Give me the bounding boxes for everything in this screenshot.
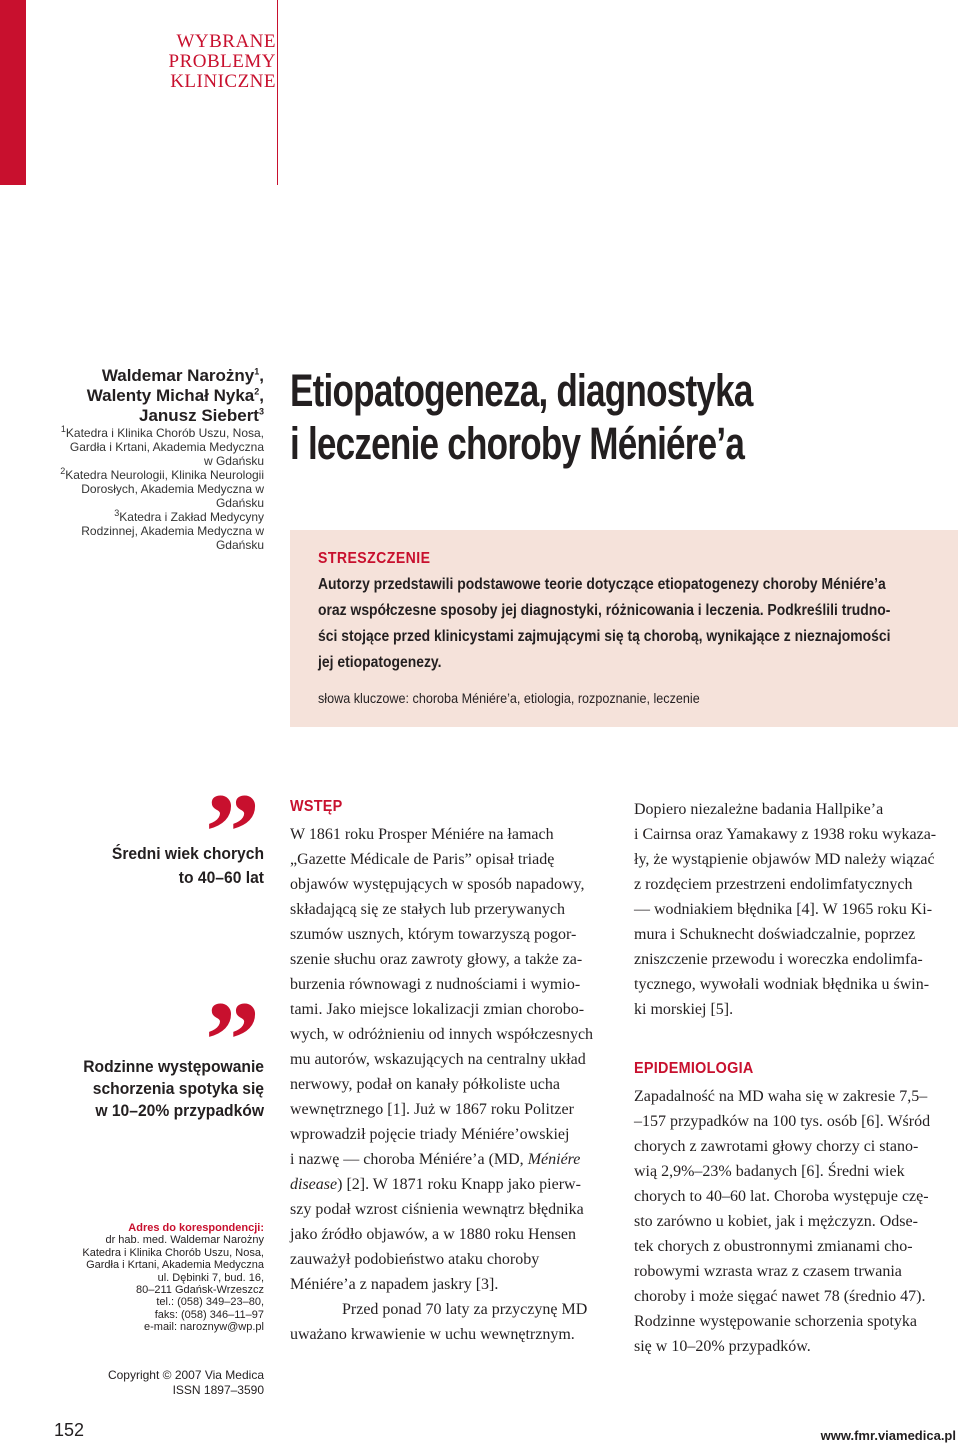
body-line: sto zarówno u kobiet, jak i mężczyzn. Odse- [634,1213,918,1230]
correspondence-line: ul. Dębinki 7, bud. 16, [157,1271,264,1284]
pull-quote-line: Rodzinne występowanie [83,1057,264,1076]
body-line: szenie słuchu oraz zawroty głowy, a także za- [290,951,583,968]
pull-quote-line: schorzenia spotyka się [92,1079,264,1098]
body-column-1 [290,822,614,1347]
author-sup: 3 [258,406,264,417]
body-line: chorych z zawrotami głowy chorzy ci stano- [634,1138,919,1155]
section-label-line: PROBLEMY [168,51,276,72]
abstract-line: ści stojące przed klinicystami zajmującymi się tą chorobą, wynikające z nieznajomości [318,628,891,645]
page-number: 152 [54,1420,85,1440]
body-line: się w 10–20% przypadków. [634,1338,811,1355]
body-line: robowymi wzrasta wraz z czasem trwania [634,1263,902,1280]
pull-quote-line: Średni wiek chorych [111,844,264,863]
author-block [60,366,264,552]
section-label [150,32,276,92]
copyright-line: Copyright © 2007 Via Medica [107,1368,264,1382]
body-line: Zapadalność na MD waha się w zakresie 7,5– [634,1088,928,1105]
body-line: –157 przypadków na 100 tys. osób [6]. Wśród [634,1113,931,1130]
website-link[interactable]: www.fmr.viamedica.pl [820,1428,956,1443]
body-line: Rodzinne występowanie schorzenia spotyka [634,1313,918,1330]
correspondence-line: Katedra i Klinika Chorób Uszu, Nosa, [82,1246,264,1259]
body-line: wewnętrznego [1]. Już w 1867 roku Politzer [290,1101,574,1118]
correspondence-line: tel.: (058) 349–23–80, [156,1296,264,1309]
body-line: wprowadził pojęcie triady Méniére’owskiej [290,1126,570,1143]
body-line: szumów usznych, którym towarzyszą pogor- [290,926,577,943]
affiliation [60,468,264,510]
affiliation-sup: 2 [60,466,66,476]
affiliation-text: Katedra i Zakład Medycyny Rodzinnej, Akademia Medyczna w Gdańsku [81,510,264,552]
section-divider-line [277,0,278,185]
body-line: Dopiero niezależne badania Hallpike’a [634,801,884,818]
abstract-line: jej etiopatogenezy. [318,654,442,671]
correspondence-line: dr hab. med. Waldemar Narożny [105,1234,264,1247]
copyright [40,1368,264,1398]
keywords: słowa kluczowe: choroba Méniére’a, etiologia, rozpoznanie, leczenie [318,690,700,706]
abstract-heading: STRESZCZENIE [318,550,431,567]
affiliation-text: Katedra i Klinika Chorób Uszu, Nosa, Gardła i Krtani, Akademia Medyczna w Gdańsku [65,426,264,468]
body-line: tycznego, wywołali wodniak błędnika u świn- [634,976,930,993]
pull-quote-line: w 10–20% przypadków [95,1101,264,1120]
body-line: choroby i może sięgać nawet 78 (średnio 47). [634,1288,926,1305]
body-line: jako źródło objawów, a w 1880 roku Hensen [290,1226,577,1243]
body-line: „Gazette Médicale de Paris” opisał triadę [290,851,555,868]
abstract-line: oraz współczesne sposoby jej diagnostyki, różnicowania i leczenia. Podkreślili trudno- [318,602,891,619]
body-text: ) [2]. W 1871 roku Knapp jako pierw- [337,1176,581,1193]
affiliation-sup: 1 [60,424,66,434]
title-line: i leczenie choroby Méniére’a [290,418,745,469]
author-name-text: Janusz Siebert [138,406,259,425]
body-line: wią 2,9%–23% badanych [6]. Średni wiek [634,1163,905,1180]
abstract-line: Autorzy przedstawili podstawowe teorie dotyczące etiopatogenezy choroby Méniére’a [318,576,886,593]
pull-quote-line: to 40–60 lat [178,868,264,887]
body-text: i nazwę — choroba Méniére’a (MD, [290,1151,528,1168]
body-line: mura i Schuknecht doświadczalnie, poprzez [634,926,916,943]
body-line: tami. Jako miejsce lokalizacji zmian chorobo- [290,1001,585,1018]
body-line: tek chorych z obustronnymi zmianami cho- [634,1238,913,1255]
correspondence-address [40,1222,264,1334]
body-line: ki morskiej [5]. [634,1001,734,1018]
author-sup: 2 [254,386,260,397]
body-line: uważano krwawienie w uchu wewnętrznym. [290,1326,575,1343]
body-line [290,1147,614,1172]
affiliation-sup: 3 [114,508,120,518]
author-name-text: Walenty Michał Nyka [86,386,255,405]
body-line: — wodniakiem błędnika [4]. W 1965 roku Ki- [634,901,933,918]
correspondence-line: Gardła i Krtani, Akademia Medyczna [86,1259,264,1272]
body-line: z rozdęciem przestrzeni endolimfatycznych [634,876,913,893]
correspondence-line: 80–211 Gdańsk-Wrzeszcz [136,1284,264,1297]
affiliation-text: Katedra Neurologii, Klinika Neurologii Dorosłych, Akademia Medyczna w Gdańsku [65,468,264,510]
body-line: składającą się ze stałych lub przerywanych [290,901,565,918]
pull-quote [76,842,264,890]
affiliation [60,426,264,468]
quote-mark-icon [205,1000,260,1060]
body-line: zniszczenie przewodu i woreczka endolimfa- [634,951,923,968]
section-heading-intro: WSTĘP [290,798,343,815]
body-line: wych, w odróżnieniu od innych współczesnych [290,1026,594,1043]
section-label-line: KLINICZNE [170,71,276,92]
correspondence-heading: Adres do korespondencji: [128,1222,264,1234]
affiliation [60,510,264,552]
title-line: Etiopatogeneza, diagnostyka [290,365,753,416]
abstract-text [318,572,927,676]
body-line: ły, że wystąpienie objawów MD należy wiązać [634,851,935,868]
author-sup: 1 [254,366,260,377]
issn-line: ISSN 1897–3590 [172,1383,264,1397]
body-line: i Cairnsa oraz Yamakawy z 1938 roku wykaza- [634,826,937,843]
author-name [60,406,264,426]
italic-term: disease [290,1176,338,1193]
body-line: objawów występujących w sposób napadowy, [290,876,585,893]
body-line: zauważył podobieństwo ataku choroby [290,1251,540,1268]
body-line: W 1861 roku Prosper Méniére na łamach [290,826,554,843]
section-label-line: WYBRANE [176,31,276,52]
body-line: mu autorów, wskazujących na centralny układ [290,1051,586,1068]
article-title [290,364,789,470]
body-line: nerwowy, podał on kanały półkoliste ucha [290,1076,561,1093]
author-name-text: Waldemar Narożny [101,366,255,385]
correspondence-line: faks: (058) 346–11–97 [154,1308,264,1321]
email-link[interactable]: e-mail: naroznyw@wp.pl [144,1321,264,1334]
body-column-2 [634,797,956,1022]
author-name: Walenty Michał Nyka$^2$, [86,386,264,405]
body-line: burzenia równowagi z nudnościami i wymio- [290,976,581,993]
epidemiology-text [634,1084,956,1359]
body-line: Méniére’a z napadem jaskry [3]. [290,1276,499,1293]
body-line [290,1172,614,1197]
italic-term: Méniére [527,1151,581,1168]
body-line: Przed ponad 70 laty za przyczynę MD [342,1301,588,1318]
body-line: chorych to 40–60 lat. Choroba występuje czę- [634,1188,929,1205]
pull-quote [58,1056,264,1122]
red-accent-bar [0,0,26,185]
body-line: szy podał wzrost ciśnienia wewnątrz błędnika [290,1201,584,1218]
section-heading-epidemiology: EPIDEMIOLOGIA [634,1060,754,1077]
author-name: Waldemar Narożny$^1$, [101,366,264,385]
